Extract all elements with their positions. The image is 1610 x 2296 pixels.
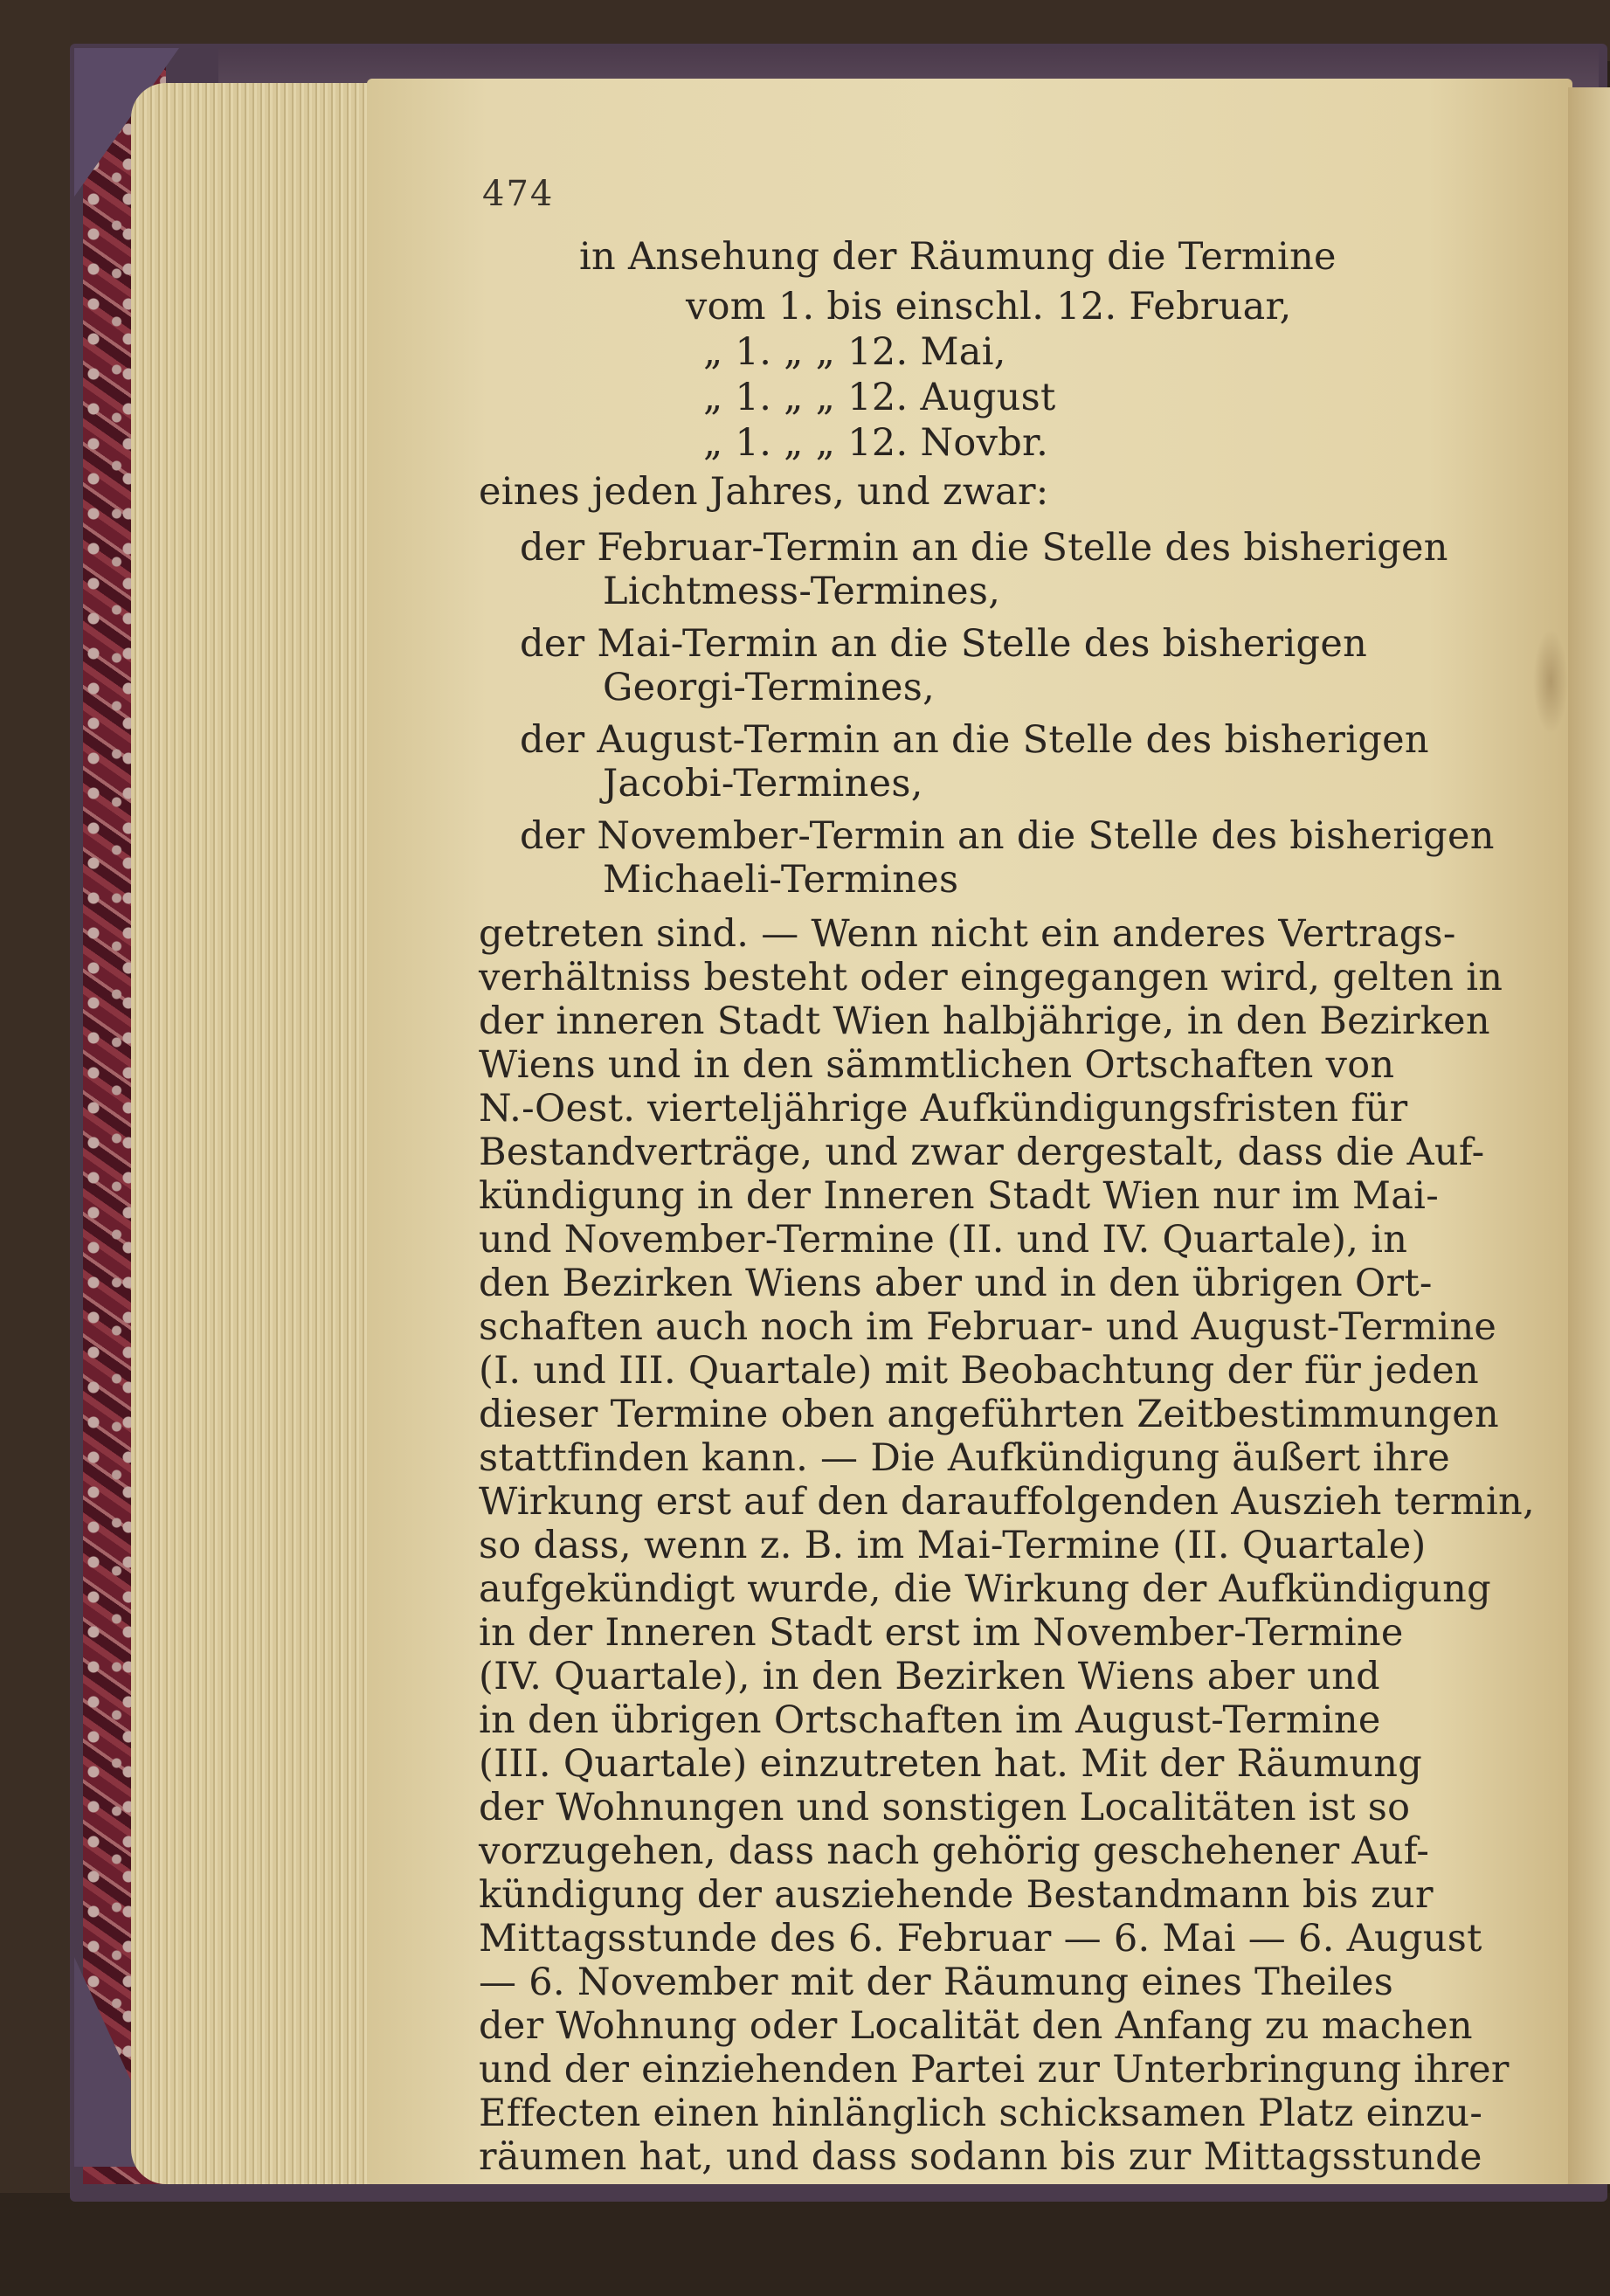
text-line-27: stattfinden kann. — Die Aufkündigung äußert ihre <box>479 1436 1451 1480</box>
text-line-34: (III. Quartale) einzutreten hat. Mit der Räumung <box>479 1742 1423 1786</box>
text-line-37: kündigung der ausziehende Bestandmann bis zur <box>479 1873 1434 1917</box>
text-line-16: verhältniss besteht oder eingegangen wird, gelten in <box>479 956 1503 999</box>
text-line-2: vom 1. bis einschl. 12. Februar, <box>686 285 1292 328</box>
text-line-8: Lichtmess-Termines, <box>603 570 1001 613</box>
next-page-edge <box>1568 87 1610 2184</box>
text-line-42: Effecten einen hinlänglich schicksamen Platz einzu- <box>479 2092 1483 2135</box>
text-line-24: schaften auch noch im Februar- und August-Termine <box>479 1305 1497 1349</box>
page-stain <box>1533 629 1568 734</box>
text-line-9: der Mai-Termin an die Stelle des bisherigen <box>520 622 1368 666</box>
text-line-22: und November-Termine (II. und IV. Quartale), in <box>479 1218 1408 1262</box>
page-number: 474 <box>482 174 555 214</box>
background-bottom <box>0 2193 1610 2296</box>
text-line-35: der Wohnungen und sonstigen Localitäten ist so <box>479 1786 1411 1829</box>
text-line-29: so dass, wenn z. B. im Mai-Termine (II. Quartale) <box>479 1524 1427 1567</box>
text-line-17: der inneren Stadt Wien halbjährige, in den Bezirken <box>479 999 1490 1043</box>
text-line-36: vorzugehen, dass nach gehörig geschehener Auf- <box>479 1829 1430 1873</box>
text-line-32: (IV. Quartale), in den Bezirken Wiens aber und <box>479 1655 1380 1698</box>
text-line-11: der August-Termin an die Stelle des bisherigen <box>520 718 1429 762</box>
text-line-10: Georgi-Termines, <box>603 666 936 709</box>
text-line-33: in den übrigen Ortschaften im August-Termine <box>479 1698 1381 1742</box>
text-line-15: getreten sind. — Wenn nicht ein anderes Vertrags- <box>479 912 1456 956</box>
text-line-28: Wirkung erst auf den darauffolgenden Auszieh termin, <box>479 1480 1535 1524</box>
text-line-19: N.-Oest. vierteljährige Aufkündigungsfristen für <box>479 1087 1408 1131</box>
text-line-23: den Bezirken Wiens aber und in den übrigen Ort- <box>479 1262 1433 1305</box>
text-line-41: und der einziehenden Partei zur Unterbringung ihrer <box>479 2048 1510 2092</box>
text-line-38: Mittagsstunde des 6. Februar — 6. Mai — 6. August <box>479 1917 1482 1961</box>
text-line-13: der November-Termin an die Stelle des bisherigen <box>520 814 1495 858</box>
text-line-26: dieser Termine oben angeführten Zeitbestimmungen <box>479 1393 1500 1436</box>
text-line-3: „ 1. „ „ 12. Mai, <box>703 330 1006 374</box>
text-line-6: eines jeden Jahres, und zwar: <box>479 470 1049 514</box>
text-line-20: Bestandverträge, und zwar dergestalt, dass die Auf- <box>479 1131 1485 1174</box>
book-page <box>367 79 1572 2184</box>
text-line-31: in der Inneren Stadt erst im November-Termine <box>479 1611 1404 1655</box>
text-line-5: „ 1. „ „ 12. Novbr. <box>703 421 1049 465</box>
text-line-4: „ 1. „ „ 12. August <box>703 376 1056 419</box>
text-line-18: Wiens und in den sämmtlichen Ortschaften von <box>479 1043 1395 1087</box>
text-line-21: kündigung in der Inneren Stadt Wien nur im Mai- <box>479 1174 1440 1218</box>
text-line-1: in Ansehung der Räumung die Termine <box>579 235 1337 279</box>
text-line-40: der Wohnung oder Localität den Anfang zu machen <box>479 2004 1473 2048</box>
page-stack-edges <box>131 83 384 2184</box>
background-left <box>0 0 70 2296</box>
text-line-39: — 6. November mit der Räumung eines Theiles <box>479 1961 1394 2004</box>
text-line-25: (I. und III. Quartale) mit Beobachtung der für jeden <box>479 1349 1479 1393</box>
text-line-7: der Februar-Termin an die Stelle des bisherigen <box>520 526 1448 570</box>
text-line-12: Jacobi-Termines, <box>603 762 923 806</box>
text-line-43: räumen hat, und dass sodann bis zur Mittagsstunde <box>479 2135 1482 2179</box>
text-line-14: Michaeli-Termines <box>603 858 959 902</box>
text-line-30: aufgekündigt wurde, die Wirkung der Aufkündigung <box>479 1567 1491 1611</box>
